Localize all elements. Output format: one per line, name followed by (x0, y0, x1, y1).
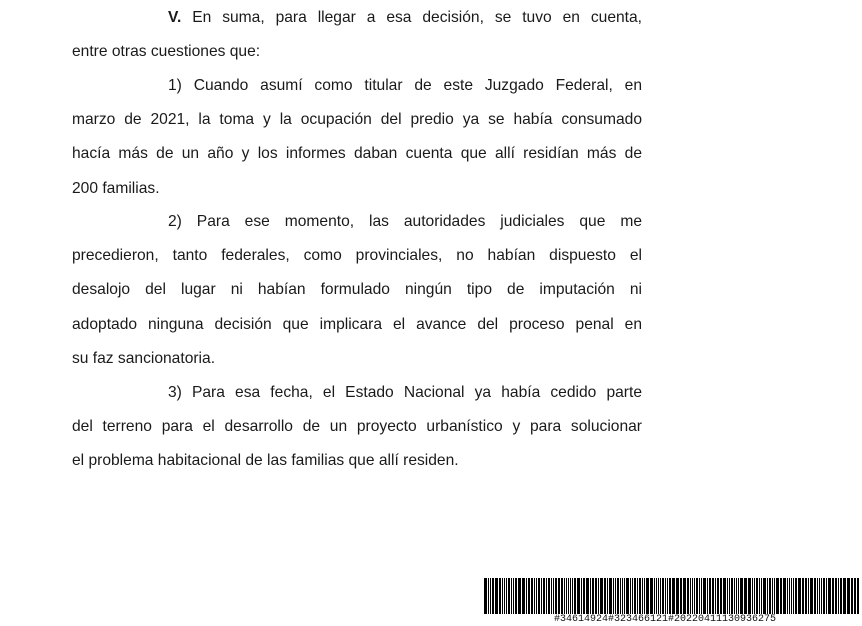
paragraph-line: 3) Para esa fecha, el Estado Nacional ya había cedido parte (168, 384, 642, 401)
intro-paragraph (72, 1, 642, 69)
paragraph-line: marzo de 2021, la toma y la ocupación del predio ya se había consumado (72, 111, 642, 129)
section-heading: V. (168, 9, 182, 26)
item-3-paragraph (72, 376, 642, 479)
paragraph-line: hacía más de un año y los informes daban cuenta que allí residían más de (72, 145, 642, 163)
barcode (484, 578, 862, 626)
paragraph-line: precedieron, tanto federales, como provinciales, no habían dispuesto el (72, 247, 642, 265)
paragraph-line: desalojo del lugar ni habían formulado ningún tipo de imputación ni (72, 281, 642, 299)
paragraph-line: su faz sancionatoria. (72, 349, 216, 367)
paragraph-line: 1) Cuando asumí como titular de este Juzgado Federal, en (168, 77, 642, 94)
paragraph-line: del terreno para el desarrollo de un proyecto urbanístico y para solucionar (72, 418, 642, 436)
item-1-paragraph (72, 69, 642, 206)
paragraph-line: 2) Para ese momento, las autoridades judiciales que me (168, 213, 642, 230)
paragraph-line: 200 familias. (72, 179, 160, 197)
barcode-bars (484, 578, 862, 614)
paragraph-line: adoptado ninguna decisión que implicara el avance del proceso penal en (72, 315, 642, 333)
item-2-paragraph (72, 205, 642, 376)
intro-line-2: entre otras cuestiones que: (72, 43, 261, 61)
intro-line-1: V. En suma, para llegar a esa decisión, se tuvo en cuenta, (168, 9, 642, 26)
paragraph-line: el problema habitacional de las familias que allí residen. (72, 452, 459, 470)
barcode-number: #34614924#323466121#20220411130936275 (554, 614, 777, 625)
